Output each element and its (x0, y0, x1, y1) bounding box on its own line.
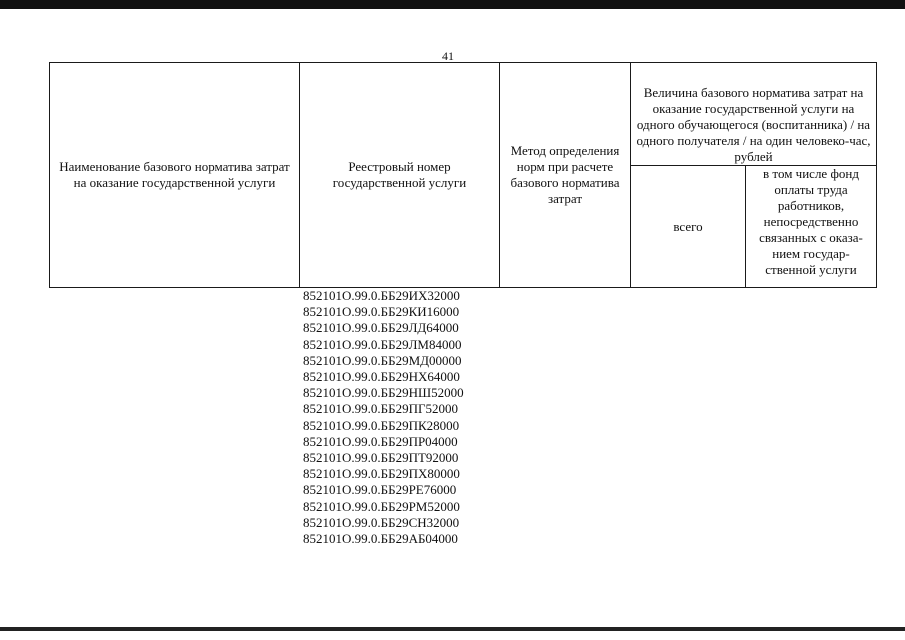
header-table (49, 62, 877, 288)
registry-code: 852101О.99.0.ББ29ПК28000 (303, 417, 460, 433)
registry-code: 852101О.99.0.ББ29КИ16000 (303, 304, 460, 320)
header-method-cell (500, 63, 631, 288)
registry-code-list (303, 288, 464, 547)
registry-code: 852101О.99.0.ББ29НШ52000 (303, 385, 464, 401)
registry-code: 852101О.99.0.ББ29АБ04000 (303, 531, 458, 547)
header-registry-cell (300, 63, 500, 288)
registry-code: 852101О.99.0.ББ29РЕ76000 (303, 482, 457, 498)
registry-code: 852101О.99.0.ББ29ПР04000 (303, 433, 458, 449)
page-number: 41 (442, 49, 454, 63)
header-including-cell (746, 166, 877, 288)
header-value-group-label: Величина базового норматива затрат на оказание государственной услуги на одного обучающегося (воспитанника) / на одного получателя / на один человеко-час, рублей (636, 85, 871, 164)
header-name-label: Наименование базового норматива затрат на оказание государственной услуги (59, 159, 290, 190)
registry-code: 852101О.99.0.ББ29ПТ92000 (303, 450, 459, 466)
registry-code: 852101О.99.0.ББ29СН32000 (303, 514, 460, 530)
header-value-group-cell (631, 63, 877, 166)
bottom-border-line (0, 627, 905, 631)
registry-code: 852101О.99.0.ББ29РМ52000 (303, 498, 460, 514)
header-including-label: в том числе фонд оплаты труда работников, непосредственно связанных с оказа-нием государ-ственной услуги (759, 166, 863, 277)
registry-code: 852101О.99.0.ББ29ПХ80000 (303, 466, 460, 482)
registry-code: 852101О.99.0.ББ29ИХ32000 (303, 288, 460, 303)
header-method-label: Метод определения норм при расчете базового норматива затрат (510, 143, 620, 206)
registry-code: 852101О.99.0.ББ29ЛМ84000 (303, 336, 462, 352)
registry-code: 852101О.99.0.ББ29НХ64000 (303, 369, 460, 385)
registry-code: 852101О.99.0.ББ29ЛД64000 (303, 320, 459, 336)
registry-code: 852101О.99.0.ББ29ПГ52000 (303, 401, 458, 417)
header-total-label: всего (673, 218, 703, 234)
header-total-cell (631, 166, 746, 288)
registry-code: 852101О.99.0.ББ29МД00000 (303, 352, 462, 368)
header-registry-label: Реестровый номер государственной услуги (332, 159, 467, 190)
top-border-bar (0, 0, 905, 9)
header-name-cell (50, 63, 300, 288)
